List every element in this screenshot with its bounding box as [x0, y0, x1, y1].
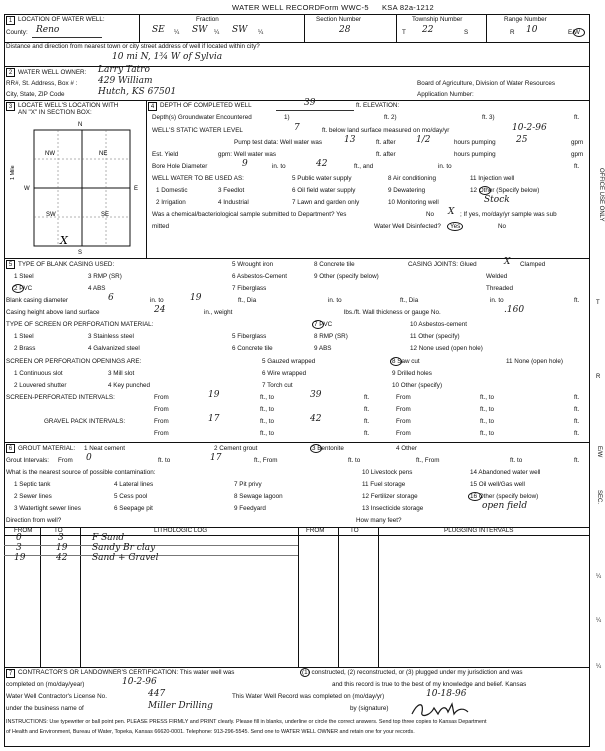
compass-n: N	[78, 122, 83, 128]
bentonite-circle	[310, 444, 322, 453]
owner-heading: WATER WELL OWNER:	[18, 69, 87, 76]
casing-to-value[interactable]: 19	[190, 293, 202, 303]
screen-intervals-label: SCREEN-PERFORATED INTERVALS:	[6, 394, 115, 401]
depth-value[interactable]: 39	[304, 98, 316, 108]
gauge-value[interactable]: .160	[504, 305, 525, 315]
casing-height-value[interactable]: 24	[154, 305, 166, 315]
county-label: County:	[6, 29, 28, 36]
county-value[interactable]: Reno	[36, 25, 60, 35]
svg-text:NW: NW	[45, 151, 55, 157]
casing-diameter-value[interactable]: 6	[108, 293, 114, 303]
location-heading: LOCATION OF WATER WELL:	[18, 16, 105, 23]
section-label: Section Number	[316, 16, 362, 23]
distance-label: Distance and direction from nearest town or city street address of well if located within city?	[6, 43, 260, 50]
application-label: Application Number:	[417, 91, 474, 98]
cert-line-1b: (1) constructed, (2) reconstructed, or (3) plugged under my jurisdiction and was	[302, 669, 523, 676]
water-well-record-form: WATER WELL RECORD Form WWC-5 KSA 82a-1212 1 LOCATION OF WATER WELL: County: Reno Fraction SE ¼ SW ¼ SW ¼ Section Number 28 Township Number T 22 S Range Number R 10 E/W Distance and direction from nearest town or city street address of well if located within city? 10 mi N, 1¾ W of Sylvia 2 WATER WELL OWNER: Larry Tatro RR#, St. Address, Box # : 429 William City, State, ZIP Code Hutch, KS 67501 Board of Agriculture, Division of Water Resources Application Number: 3 LOCATE WELL'S LOCATION WITH AN "X" IN SECTION BOX: N S W E NW NE SW SE 1 Mile X 4 DEPTH OF COMPLETED WELL 39 ft. ELEVATION: Depth(s) Groundwater Encountered 1) ft. 2) ft. 3) ft. WELL'S STATIC WATER LEVEL 7 ft. below land surface measured on mo/day/yr 10-2-96 Pump test data: Well water was 13 ft. after 1/2 hours pumping 25 gpm Est. Yield gpm: Well water was ft. after hours pumping gpm Bore Hole Diameter 9 in. to 42 ft., and in. to ft. WELL WATER TO BE USED AS: 5 Public water supply 8 Air conditioning 11 Injection well 1 Domestic 3 Feedlot 6 Oil field water supply 9 Dewatering 12 Other (Specify below) 2 Irrigation 4 Industrial 7 Lawn and garden only 10 Monitoring well Stock Was a chemical/bacteriological sample submitted to Department? Yes No X ; If yes, mo/day/yr sample was sub mitted Water Well Disinfected? Yes No 5 TYPE OF BLANK CASING USED: 5 Wrought iron 8 Concrete tile CASING JOINTS: Glued X Clamped 1 Steel 3 RMP (SR) 6 Asbestos-Cement 9 Other (specify below) Welded 2 PVC 4 ABS 7 Fiberglass Threaded Blank casing diameter 6 in. to 19 ft., Dia in. to ft., Dia in. to ft. Casing height above land surface 24 in., weight lbs./ft. Wall thickness or gauge No. .160 TYPE OF SCREEN OR PERFORATION MATERIAL: 7 PVC 10 Asbestos-cement 1 Steel 3 Stainless steel 5 Fiberglass 8 RMP (SR) 11 Other (specify) 2 Brass 4 Galvanized steel 6 Concrete tile 9 ABS 12 None used (open hole) SCREEN OR PERFORATION OPENINGS ARE: 5 Gauzed wrapped 8 Saw cut 11 None (open hole) 1 Continuous slot 3 Mill slot 6 Wire wrapped 9 Drilled holes 2 Louvered shutter 4 Key punched 7 Torch cut 10 Other (specify) SCREEN-PERFORATED INTERVALS: From 19 ft., to 39 ft. From ft., to ft. From ft., to ft. From ft., to ft. GRAVEL PACK INTERVALS: From 17 ft., to 42 ft. From ft., to ft. From ft., to ft. From ft., to ft. 6 GROUT MATERIAL: 1 Neat cement 2 Cement grout 3 Bentonite 4 Other Grout Intervals: From 0 ft. to 17 ft., From ft. to ft., From ft. to ft. What is the nearest source of possible contamination: 10 Livestock pens 14 Abandoned water well 1 Septic tank 4 Lateral lines 7 Pit privy 11 Fuel storage 15 Oil well/Gas well 2 Sewer lines 5 Cess pool 8 Sewage lagoon 12 Fertilizer storage 16 Other (specify below) 3 Watertight sewer lines 6 Seepage pit 9 Feedyard 13 Insecticide storage open field Direction from well? How many feet? FROM TO LITHOLOGIC LOG FROM TO PLUGGING INTERVALS 0 3 F Sand 3 19 Sandy Br clay 19 42 Sand + Gravel 7 CONTRACTOR'S OR LANDOWNER'S CERTIFICATION: This water well was (1) constructed, (2) reconstructed, or (3) plugged under my jurisdiction and was completed on (mo/day/year) 10-2-96 and this record is true to the best of my knowledge and belief. Kansas Water Well Contractor's License No. 447 This Water Well Record was completed on (mo/day/yr) 10-18-96 under the business name of Miller Drilling by (signature) INSTRUCTIONS: Use typewriter or ball point pen. PLEASE PRESS FIRMLY and PRINT clearly. Please fill in blanks, underline or circle the correct answers. Send top three copies to Kansas Department of Health and Environment, Bureau of Water, Topeka, Kansas 66620-0001. Telephone: 913-296-5545. Send one to WATER WELL OWNER and retain one for your records.	[4, 4, 590, 747]
bore-diameter-value[interactable]: 9	[242, 159, 248, 169]
use-specify-value[interactable]: Stock	[484, 195, 510, 205]
use-heading: WELL WATER TO BE USED AS:	[152, 175, 244, 182]
constructed-circle	[300, 668, 310, 677]
log-row-desc[interactable]: Sand + Gravel	[92, 553, 159, 563]
casing-heading: TYPE OF BLANK CASING USED:	[18, 261, 115, 268]
fraction-3[interactable]: SW	[232, 25, 248, 35]
log-row-desc[interactable]: Sandy Br clay	[92, 543, 156, 553]
distance-value[interactable]: 10 mi N, 1¾ W of Sylvia	[112, 52, 223, 62]
log-header-to: TO	[54, 527, 63, 534]
log-row-from[interactable]: 3	[16, 543, 22, 553]
static-level-value[interactable]: 7	[294, 123, 300, 133]
instructions-2: of Health and Environment, Bureau of Water, Topeka, Kansas 66620-0001. Telephone: 913-296-5545. Send one to WATER WELL OWNER and retain one for your records.	[6, 729, 415, 735]
log-row-to[interactable]: 42	[56, 553, 68, 563]
chem-no-mark[interactable]: X	[448, 207, 455, 217]
use-other-circle	[479, 186, 491, 195]
plug-header-to: TO	[350, 527, 359, 534]
disinfected-yes-circle	[447, 222, 463, 231]
log-row-desc[interactable]: F Sand	[92, 533, 125, 543]
plug-header-from: FROM	[306, 527, 325, 534]
well-x-mark: X	[60, 234, 68, 247]
gravel-to-value[interactable]: 42	[310, 414, 322, 424]
svg-text:1 Mile: 1 Mile	[10, 165, 16, 180]
gravel-label: GRAVEL PACK INTERVALS:	[44, 418, 126, 425]
board-text: Board of Agriculture, Division of Water Resources	[417, 80, 556, 87]
owner-city[interactable]: Hutch, KS 67501	[98, 87, 177, 97]
compass-e: E	[134, 186, 139, 192]
fraction-1[interactable]: SE	[152, 25, 165, 35]
pump-hours-value[interactable]: 1/2	[416, 135, 431, 145]
section-box-heading: LOCATE WELL'S LOCATION WITH	[18, 102, 119, 109]
screen-from-value[interactable]: 19	[208, 390, 220, 400]
bore-depth-value[interactable]: 42	[316, 159, 328, 169]
screen-to-value[interactable]: 39	[310, 390, 322, 400]
pump-gpm-value[interactable]: 25	[516, 135, 528, 145]
form-number: Form WWC-5	[320, 3, 369, 12]
completed-date-value[interactable]: 10-2-96	[122, 677, 157, 687]
owner-name[interactable]: Larry Tatro	[98, 65, 150, 75]
contam-specify-value[interactable]: open field	[482, 501, 528, 511]
screen-pvc-circle	[312, 320, 324, 329]
compass-w: W	[24, 186, 30, 192]
form-title: WATER WELL RECORD	[232, 3, 321, 12]
instructions-1: INSTRUCTIONS: Use typewriter or ball point pen. PLEASE PRESS FIRMLY and PRINT clearly. Please fill in blanks, underline or circle the correct answers. Send top three copies to Kansas Department	[6, 719, 487, 725]
disinfected-yes[interactable]: Yes	[450, 223, 461, 230]
ksa-number: KSA 82a-1212	[382, 3, 434, 12]
signature	[408, 700, 478, 720]
city-label: City, State, ZIP Code	[6, 91, 65, 98]
fraction-2[interactable]: SW	[192, 25, 208, 35]
log-header-from: FROM	[14, 527, 33, 534]
contam-other-circle	[468, 492, 482, 501]
svg-text:NE: NE	[99, 151, 108, 157]
range-east-circle	[573, 28, 585, 37]
disinfected-no[interactable]: No	[498, 223, 507, 230]
office-use-label: OFFICE USE ONLY	[598, 168, 604, 222]
static-date-value[interactable]: 10-2-96	[512, 123, 547, 133]
range-value[interactable]: 10	[526, 25, 538, 35]
openings-heading: SCREEN OR PERFORATION OPENINGS ARE:	[6, 358, 142, 365]
log-row-to[interactable]: 19	[56, 543, 68, 553]
owner-address[interactable]: 429 William	[98, 76, 153, 86]
log-header-lithologic: LITHOLOGIC LOG	[154, 527, 208, 534]
saw-cut-circle	[390, 357, 402, 366]
range-direction: E/W	[568, 29, 580, 36]
pump-level-value[interactable]: 13	[344, 135, 356, 145]
svg-text:SE: SE	[101, 212, 110, 218]
depth-label: DEPTH OF COMPLETED WELL	[160, 102, 252, 109]
screen-heading: TYPE OF SCREEN OR PERFORATION MATERIAL:	[6, 321, 154, 328]
joints-glued-mark[interactable]: X	[504, 257, 511, 267]
compass-s: S	[78, 250, 83, 256]
township-label: Township Number	[412, 16, 463, 23]
log-row-from[interactable]: 19	[14, 553, 26, 563]
log-row-from[interactable]: 0	[16, 533, 22, 543]
section-box-diagram[interactable]	[6, 118, 144, 258]
record-date-value[interactable]: 10-18-96	[426, 689, 467, 699]
section-value[interactable]: 28	[339, 25, 351, 35]
grout-to-value[interactable]: 17	[210, 453, 222, 463]
cert-line-1a: CONTRACTOR'S OR LANDOWNER'S CERTIFICATION: This water well was	[18, 669, 235, 676]
grout-heading: GROUT MATERIAL:	[18, 445, 76, 452]
township-value[interactable]: 22	[422, 25, 434, 35]
grout-from-value[interactable]: 0	[86, 453, 92, 463]
business-name-value[interactable]: Miller Drilling	[148, 701, 213, 711]
address-label: RR#, St. Address, Box # :	[6, 80, 78, 87]
fraction-label: Fraction	[196, 16, 219, 23]
svg-text:SW: SW	[46, 212, 56, 218]
range-label: Range Number	[504, 16, 547, 23]
casing-pvc-circle	[12, 284, 24, 293]
gravel-from-value[interactable]: 17	[208, 414, 220, 424]
plug-header-intervals: PLUGGING INTERVALS	[444, 527, 514, 534]
log-row-to[interactable]: 3	[58, 533, 64, 543]
license-value[interactable]: 447	[148, 689, 166, 699]
